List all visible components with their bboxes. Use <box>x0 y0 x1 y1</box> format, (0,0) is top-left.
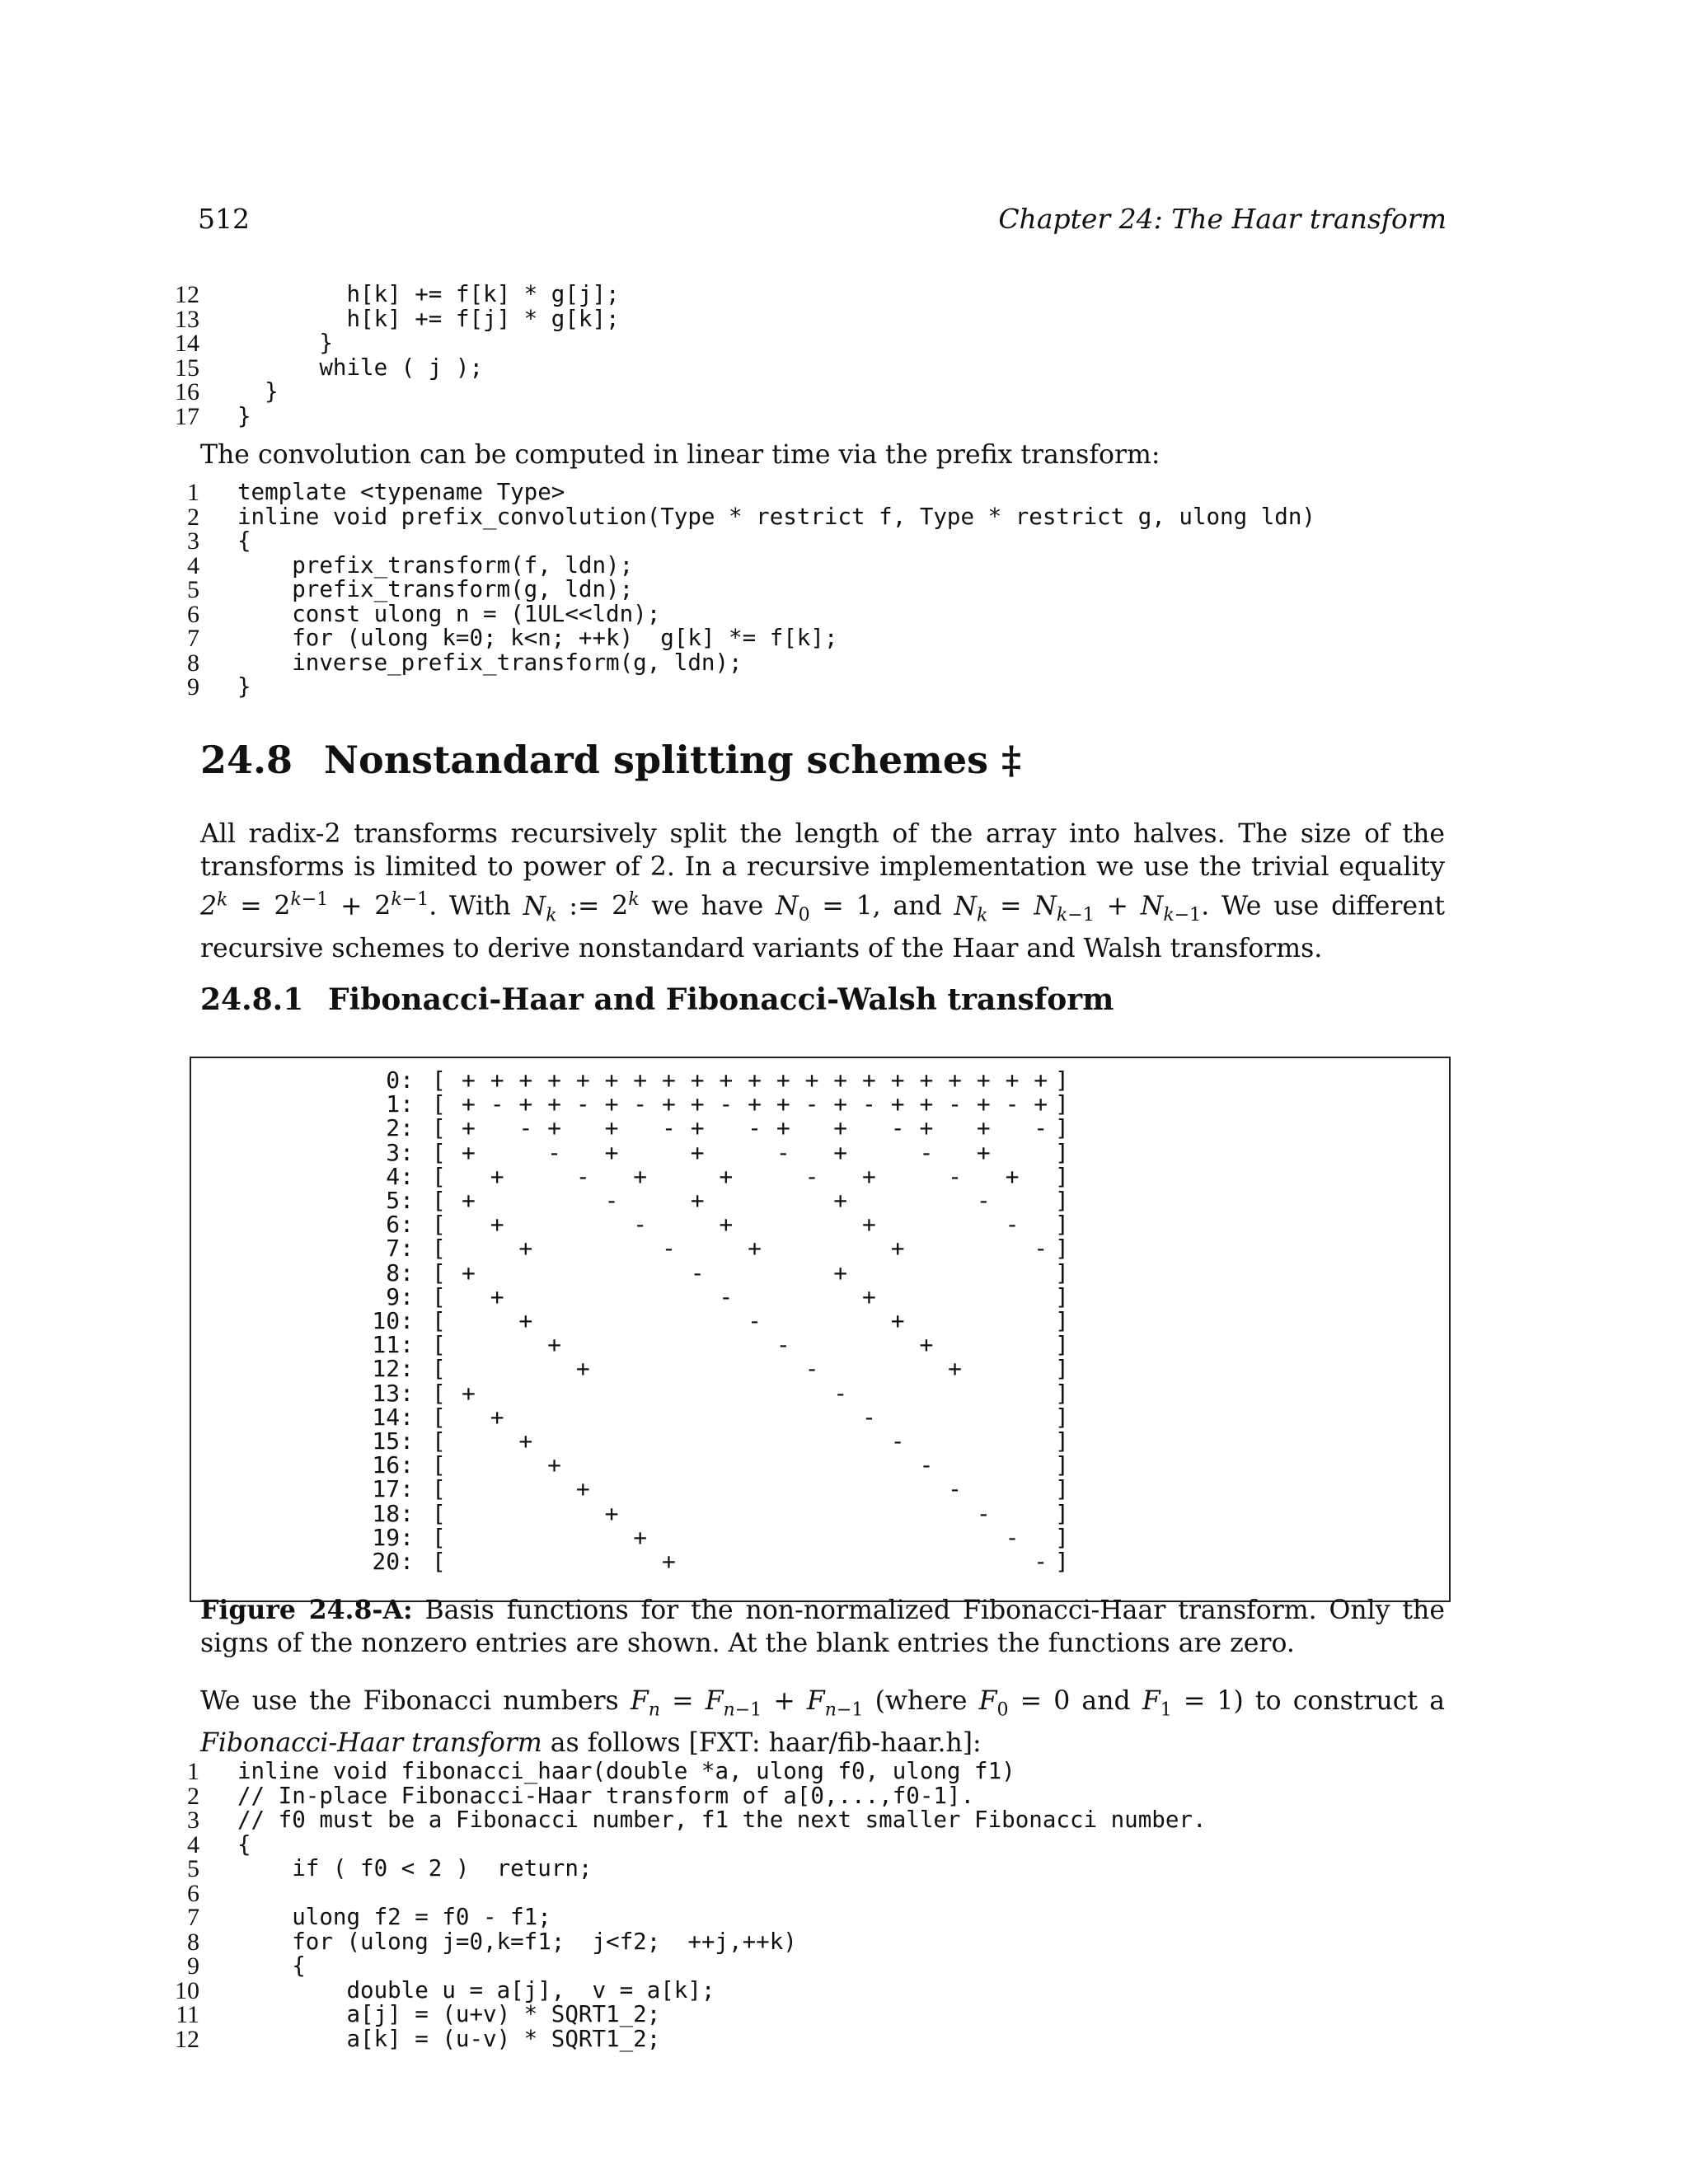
code-text: h[k] += f[k] * g[j]; <box>237 281 620 307</box>
code-text: for (ulong k=0; k<n; ++k) g[k] *= f[k]; <box>237 625 838 651</box>
bracket-right: ] <box>1055 1258 1069 1286</box>
matrix-row <box>191 1116 1098 1140</box>
row-signs: + + + + + + + + + + + + + + + + + + + + + <box>462 1066 1048 1094</box>
line-number: 2 <box>187 1782 199 1810</box>
para-text: We use the Fibonacci numbers <box>200 1686 631 1716</box>
line-number: 3 <box>187 527 199 555</box>
code-text: a[k] = (u-v) * SQRT1_2; <box>237 2025 661 2052</box>
para-text: All radix-2 transforms recursively split the length of the array into halves. The size of the transforms is limited to power of 2. In a recursive implementation we use the trivial equality <box>200 819 1445 882</box>
caption-text: Basis functions for the non-normalized Fibonacci-Haar transform. Only the signs of the nonzero entries are shown. At the blank entries the functions are zero. <box>200 1596 1445 1658</box>
para-text: , and <box>872 891 954 921</box>
row-signs: + - + + - + - + + - + + - + - + + - + - + <box>462 1090 1048 1118</box>
bracket-right: ] <box>1055 1331 1069 1359</box>
line-number: 1 <box>187 479 199 506</box>
row-signs: + - <box>462 1379 1048 1407</box>
bracket-right: ] <box>1055 1403 1069 1431</box>
code-text: } <box>237 330 333 356</box>
line-number: 15 <box>175 354 199 382</box>
bracket-left: [ <box>432 1403 446 1431</box>
caption-label: Figure 24.8-A: <box>200 1595 413 1625</box>
row-signs: + - <box>462 1475 1048 1503</box>
row-index: 14: <box>372 1403 414 1431</box>
bracket-right: ] <box>1055 1548 1069 1575</box>
bracket-left: [ <box>432 1427 446 1455</box>
row-index: 0: <box>386 1066 414 1094</box>
bracket-left: [ <box>432 1162 446 1190</box>
code-text: { <box>237 1830 251 1858</box>
paragraph-fibonacci-numbers: We use the Fibonacci numbers $F_n = F_{n-1} + F_{n-1}$ (where $F_0 = 0$ and $F_1 = 1$) to construct a Fibonacci-Haar transform as follows [FXT: haar/fib-haar.h]: <box>200 1686 1445 1759</box>
row-signs: + - + + - + - + <box>462 1162 1048 1190</box>
matrix-row <box>191 1188 1098 1212</box>
matrix-row <box>191 1282 1098 1310</box>
matrix-row <box>191 1162 1098 1190</box>
bracket-left: [ <box>432 1379 446 1407</box>
row-index: 19: <box>372 1523 414 1551</box>
row-index: 2: <box>386 1114 414 1142</box>
matrix-row <box>191 1429 1098 1453</box>
code-text: // f0 must be a Fibonacci number, f1 the next smaller Fibonacci number. <box>237 1807 1207 1833</box>
bracket-left: [ <box>432 1258 446 1286</box>
matrix-row <box>191 1499 1098 1527</box>
bracket-left: [ <box>432 1211 446 1239</box>
line-number: 9 <box>187 673 199 701</box>
code-text: if ( f0 < 2 ) return; <box>237 1855 593 1882</box>
row-index: 13: <box>372 1379 414 1407</box>
bracket-left: [ <box>432 1090 446 1118</box>
bracket-right: ] <box>1055 1211 1069 1239</box>
line-number: 2 <box>187 503 199 531</box>
code-text: inverse_prefix_transform(g, ldn); <box>237 649 743 676</box>
code-text: } <box>237 402 251 429</box>
para-text: . We use different recursive schemes to derive nonstandard variants of the Haar and Walsh transforms. <box>200 891 1446 963</box>
bracket-left: [ <box>432 1331 446 1359</box>
bracket-right: ] <box>1055 1282 1069 1310</box>
subsection-title: Fibonacci-Haar and Fibonacci-Walsh transform <box>328 982 1114 1017</box>
row-signs: + - <box>462 1427 1048 1455</box>
subsection-heading <box>200 982 1114 1017</box>
row-index: 11: <box>372 1331 414 1359</box>
row-index: 3: <box>386 1138 414 1166</box>
row-index: 7: <box>386 1235 414 1263</box>
bracket-left: [ <box>432 1499 446 1527</box>
subsection-number: 24.8.1 <box>200 982 304 1017</box>
line-number: 4 <box>187 1830 199 1858</box>
paragraph-splitting-schemes: All radix-2 transforms recursively split the length of the array into halves. The size of the transforms is limited to power of 2. In a recursive implementation we use the trivial equality $2^k = 2^{k-1} + 2^{k-1}$. With $N_k$ := $2^k$ we have $N_0 = 1$, and $N_k = N_{k-1} + N_{k-1}$. We use different recursive schemes to derive nonstandard variants of the Haar and Walsh transforms. <box>200 819 1446 963</box>
line-number: 7 <box>187 625 199 652</box>
line-number: 1 <box>187 1758 199 1785</box>
matrix-row <box>191 1549 1098 1573</box>
bracket-right: ] <box>1055 1451 1069 1479</box>
row-index: 16: <box>372 1451 414 1479</box>
row-signs: + - + + - <box>462 1211 1048 1239</box>
row-signs: + - + + - + - + <box>462 1138 1048 1166</box>
line-number: 3 <box>187 1807 199 1834</box>
row-signs: + - + <box>462 1307 1048 1334</box>
line-number: 12 <box>175 281 199 308</box>
code-text: // In-place Fibonacci-Haar transform of a[0,...,f0-1]. <box>237 1782 975 1809</box>
row-signs: + - + + - <box>462 1235 1048 1263</box>
row-index: 15: <box>372 1427 414 1455</box>
matrix-row <box>191 1235 1098 1263</box>
row-signs: + - <box>462 1523 1048 1551</box>
bracket-right: ] <box>1055 1138 1069 1166</box>
line-number: 13 <box>175 305 199 333</box>
row-signs: + - + + - + - + + - + + - <box>462 1114 1048 1142</box>
para-text: and <box>1070 1686 1142 1716</box>
section-title: Nonstandard splitting schemes ‡ <box>324 738 1022 782</box>
bracket-left: [ <box>432 1451 446 1479</box>
bracket-left: [ <box>432 1475 446 1503</box>
paragraph-convolution: The convolution can be computed in linear time via the prefix transform: <box>200 440 1160 470</box>
bracket-right: ] <box>1055 1427 1069 1455</box>
code-text: { <box>237 1952 306 1979</box>
line-number: 5 <box>187 1855 199 1882</box>
para-text: . With <box>429 891 523 921</box>
emphasis-term: Fibonacci-Haar transform <box>200 1728 542 1759</box>
row-signs: + - + + - <box>462 1187 1048 1214</box>
bracket-right: ] <box>1055 1475 1069 1503</box>
row-signs: + - <box>462 1499 1048 1527</box>
line-number: 17 <box>175 402 199 430</box>
matrix-row <box>191 1309 1098 1333</box>
para-text: we have <box>639 891 776 921</box>
bracket-right: ] <box>1055 1114 1069 1142</box>
code-text: while ( j ); <box>237 354 484 381</box>
code-text: inline void fibonacci_haar(double *a, ulong f0, ulong f1) <box>237 1758 1015 1784</box>
bracket-left: [ <box>432 1138 446 1166</box>
section-number: 24.8 <box>200 738 293 782</box>
matrix-row <box>191 1477 1098 1501</box>
row-signs: + - <box>462 1403 1048 1431</box>
chapter-title: Chapter 24: The Haar transform <box>998 203 1447 235</box>
line-number: 6 <box>187 1879 199 1907</box>
matrix-row <box>191 1355 1098 1383</box>
code-text: ulong f2 = f0 - f1; <box>237 1904 551 1930</box>
matrix-row <box>191 1523 1098 1551</box>
para-text: (where <box>863 1686 979 1716</box>
row-index: 10: <box>372 1307 414 1334</box>
code-text: a[j] = (u+v) * SQRT1_2; <box>237 2001 661 2027</box>
matrix-row <box>191 1381 1098 1405</box>
figure-caption <box>200 1594 1445 1660</box>
bracket-left: [ <box>432 1355 446 1383</box>
row-index: 17: <box>372 1475 414 1503</box>
matrix-row <box>191 1405 1098 1429</box>
code-text: h[k] += f[j] * g[k]; <box>237 305 620 332</box>
bracket-right: ] <box>1055 1090 1069 1118</box>
code-text: } <box>237 673 251 700</box>
para-text: as follows [FXT: haar/fib-haar.h]: <box>542 1728 982 1759</box>
bracket-right: ] <box>1055 1499 1069 1527</box>
code-text: template <typename Type> <box>237 479 565 505</box>
row-index: 5: <box>386 1187 414 1214</box>
row-index: 18: <box>372 1499 414 1527</box>
bracket-right: ] <box>1055 1162 1069 1190</box>
code-text: prefix_transform(f, ldn); <box>237 551 634 579</box>
line-number: 8 <box>187 1928 199 1956</box>
row-index: 1: <box>386 1090 414 1118</box>
line-number: 4 <box>187 551 199 579</box>
row-index: 8: <box>386 1258 414 1286</box>
para-text: ) to construct a <box>1233 1686 1445 1716</box>
row-index: 20: <box>372 1548 414 1575</box>
matrix-row <box>191 1258 1098 1286</box>
code-text: { <box>237 527 251 554</box>
section-heading <box>200 738 1021 782</box>
line-number: 14 <box>175 330 199 357</box>
bracket-left: [ <box>432 1307 446 1334</box>
bracket-right: ] <box>1055 1066 1069 1094</box>
matrix-row <box>191 1138 1098 1166</box>
row-signs: + - + <box>462 1258 1048 1286</box>
page-number: 512 <box>198 203 250 235</box>
bracket-right: ] <box>1055 1235 1069 1263</box>
matrix-row <box>191 1333 1098 1357</box>
figure-fibonacci-haar-basis <box>190 1057 1451 1602</box>
matrix-row <box>191 1092 1098 1116</box>
code-text: double u = a[j], v = a[k]; <box>237 1976 715 2004</box>
bracket-right: ] <box>1055 1307 1069 1334</box>
line-number: 7 <box>187 1904 199 1931</box>
code-text: inline void prefix_convolution(Type * restrict f, Type * restrict g, ulong ldn) <box>237 503 1315 530</box>
code-text: const ulong n = (1UL<<ldn); <box>237 600 661 627</box>
bracket-left: [ <box>432 1548 446 1575</box>
bracket-left: [ <box>432 1523 446 1551</box>
bracket-left: [ <box>432 1282 446 1310</box>
line-number: 9 <box>187 1952 199 1980</box>
bracket-right: ] <box>1055 1379 1069 1407</box>
row-index: 12: <box>372 1355 414 1383</box>
matrix-row <box>191 1453 1098 1477</box>
code-text: } <box>237 378 279 405</box>
row-index: 6: <box>386 1211 414 1239</box>
line-number: 10 <box>175 1976 199 2004</box>
matrix-row <box>191 1211 1098 1239</box>
row-signs: + - <box>462 1451 1048 1479</box>
line-number: 12 <box>175 2025 199 2053</box>
line-number: 16 <box>175 378 199 405</box>
bracket-right: ] <box>1055 1355 1069 1383</box>
code-text: for (ulong j=0,k=f1; j<f2; ++j,++k) <box>237 1928 797 1955</box>
row-signs: + - <box>462 1548 1048 1575</box>
bracket-left: [ <box>432 1114 446 1142</box>
row-index: 4: <box>386 1162 414 1190</box>
bracket-left: [ <box>432 1066 446 1094</box>
row-signs: + - + <box>462 1331 1048 1359</box>
line-number: 6 <box>187 600 199 628</box>
row-index: 9: <box>386 1282 414 1310</box>
code-text: prefix_transform(g, ldn); <box>237 576 634 602</box>
row-signs: + - + <box>462 1355 1048 1383</box>
matrix-row <box>191 1068 1098 1092</box>
bracket-left: [ <box>432 1187 446 1214</box>
line-number: 11 <box>176 2001 199 2028</box>
line-number: 8 <box>187 649 199 677</box>
bracket-right: ] <box>1055 1187 1069 1214</box>
bracket-right: ] <box>1055 1523 1069 1551</box>
line-number: 5 <box>187 576 199 603</box>
row-signs: + - + <box>462 1282 1048 1310</box>
bracket-left: [ <box>432 1235 446 1263</box>
